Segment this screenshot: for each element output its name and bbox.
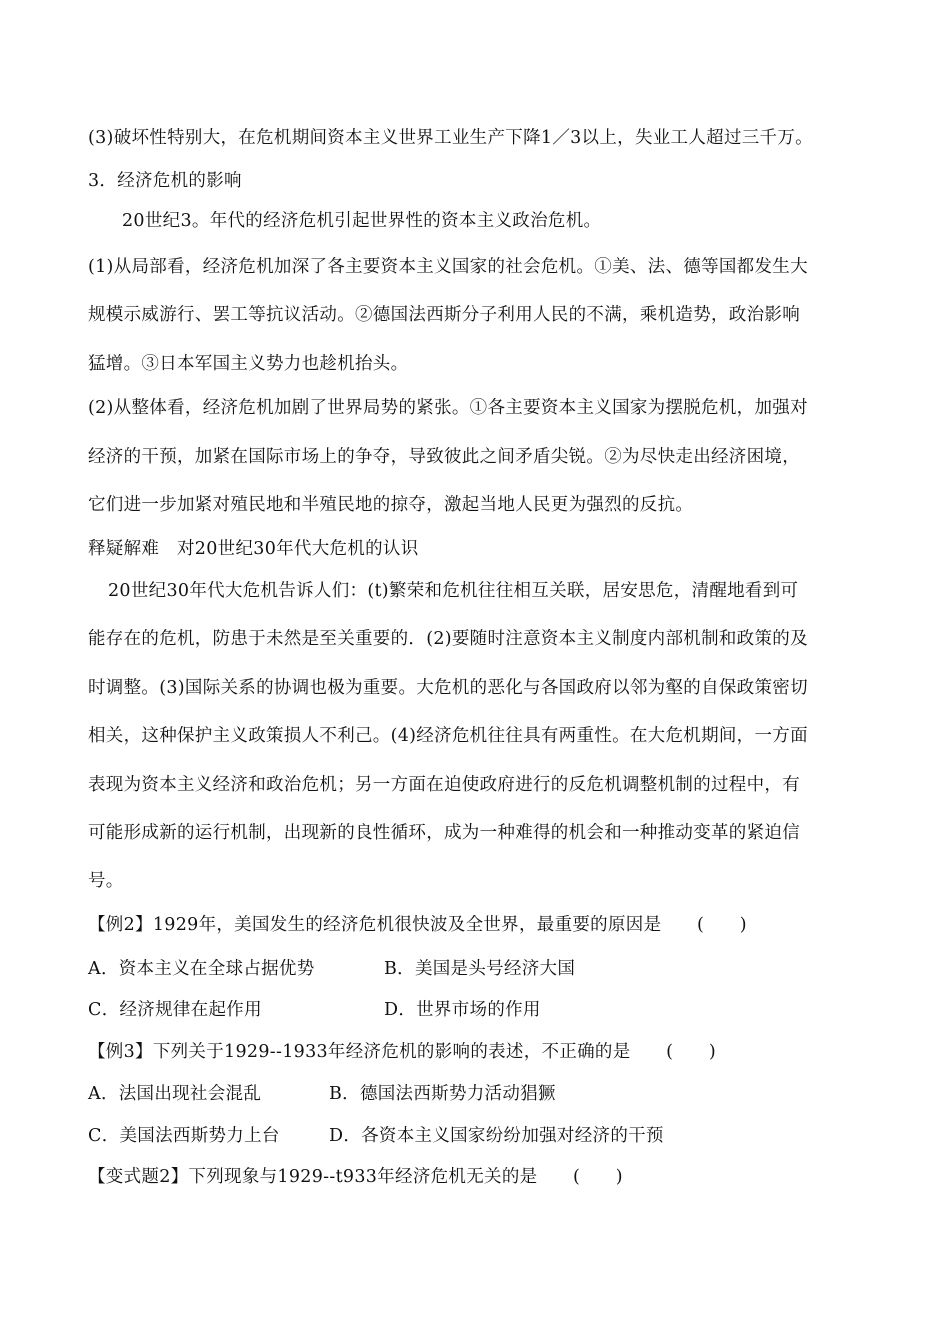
example3-question: 【例3】下列关于1929--1933年经济危机的影响的表述，不正确的是 ( ) — [88, 1042, 716, 1062]
example2-option-c: C．经济规律在起作用 — [88, 1000, 262, 1020]
paragraph-line: 规模示威游行、罢工等抗议活动。②德国法西斯分子利用人民的不满，乘机造势，政治影响 — [88, 305, 800, 325]
section-heading: 3．经济危机的影响 — [88, 171, 242, 191]
example3-option-d: D．各资本主义国家纷纷加强对经济的干预 — [329, 1126, 664, 1146]
paragraph-line: 20世纪30年代大危机告诉人们：(t)繁荣和危机往往相互关联，居安思危，清醒地看到可 — [108, 581, 799, 601]
variant2-question: 【变式题2】下列现象与1929--t933年经济危机无关的是 ( ) — [88, 1167, 623, 1187]
example2-question: 【例2】1929年，美国发生的经济危机很快波及全世界，最重要的原因是 ( ) — [88, 915, 747, 935]
paragraph-line: 时调整。(3)国际关系的协调也极为重要。大危机的恶化与各国政府以邻为壑的自保政策密切 — [88, 678, 808, 698]
paragraph-line: (1)从局部看，经济危机加深了各主要资本主义国家的社会危机。①美、法、德等国都发生大 — [88, 257, 808, 277]
paragraph-line: 表现为资本主义经济和政治危机；另一方面在迫使政府进行的反危机调整机制的过程中，有 — [88, 775, 800, 795]
example2-option-b: B．美国是头号经济大国 — [384, 959, 576, 979]
paragraph-line: 能存在的危机，防患于未然是至关重要的．(2)要随时注意资本主义制度内部机制和政策的及 — [88, 629, 808, 649]
example2-option-d: D．世界市场的作用 — [384, 1000, 541, 1020]
paragraph-line: 猛增。③日本军国主义势力也趁机抬头。 — [88, 354, 409, 374]
paragraph-line: 经济的干预，加紧在国际市场上的争夺，导致彼此之间矛盾尖锐。②为尽快走出经济困境， — [88, 447, 800, 467]
paragraph-line: (2)从整体看，经济危机加剧了世界局势的紧张。①各主要资本主义国家为摆脱危机，加强对 — [88, 398, 808, 418]
paragraph-line: 相关，这种保护主义政策损人不利己。(4)经济危机往往具有两重性。在大危机期间，一方面 — [88, 726, 808, 746]
paragraph-line: 号。 — [88, 871, 124, 891]
example3-option-b: B．德国法西斯势力活动猖獗 — [329, 1084, 556, 1104]
section-heading: 释疑解难 对20世纪30年代大危机的认识 — [88, 539, 419, 559]
example3-option-c: C．美国法西斯势力上台 — [88, 1126, 280, 1146]
paragraph-line: 它们进一步加紧对殖民地和半殖民地的掠夺，激起当地人民更为强烈的反抗。 — [88, 495, 694, 515]
paragraph-line: 20世纪3。年代的经济危机引起世界性的资本主义政治危机。 — [122, 211, 602, 231]
example3-option-a: A．法国出现社会混乱 — [88, 1084, 262, 1104]
paragraph-line: (3)破坏性特别大，在危机期间资本主义世界工业生产下降1／3以上，失业工人超过三千万。 — [88, 128, 813, 148]
paragraph-line: 可能形成新的运行机制，出现新的良性循环，成为一种难得的机会和一种推动变革的紧迫信 — [88, 823, 800, 843]
example2-option-a: A．资本主义在全球占据优势 — [88, 959, 315, 979]
